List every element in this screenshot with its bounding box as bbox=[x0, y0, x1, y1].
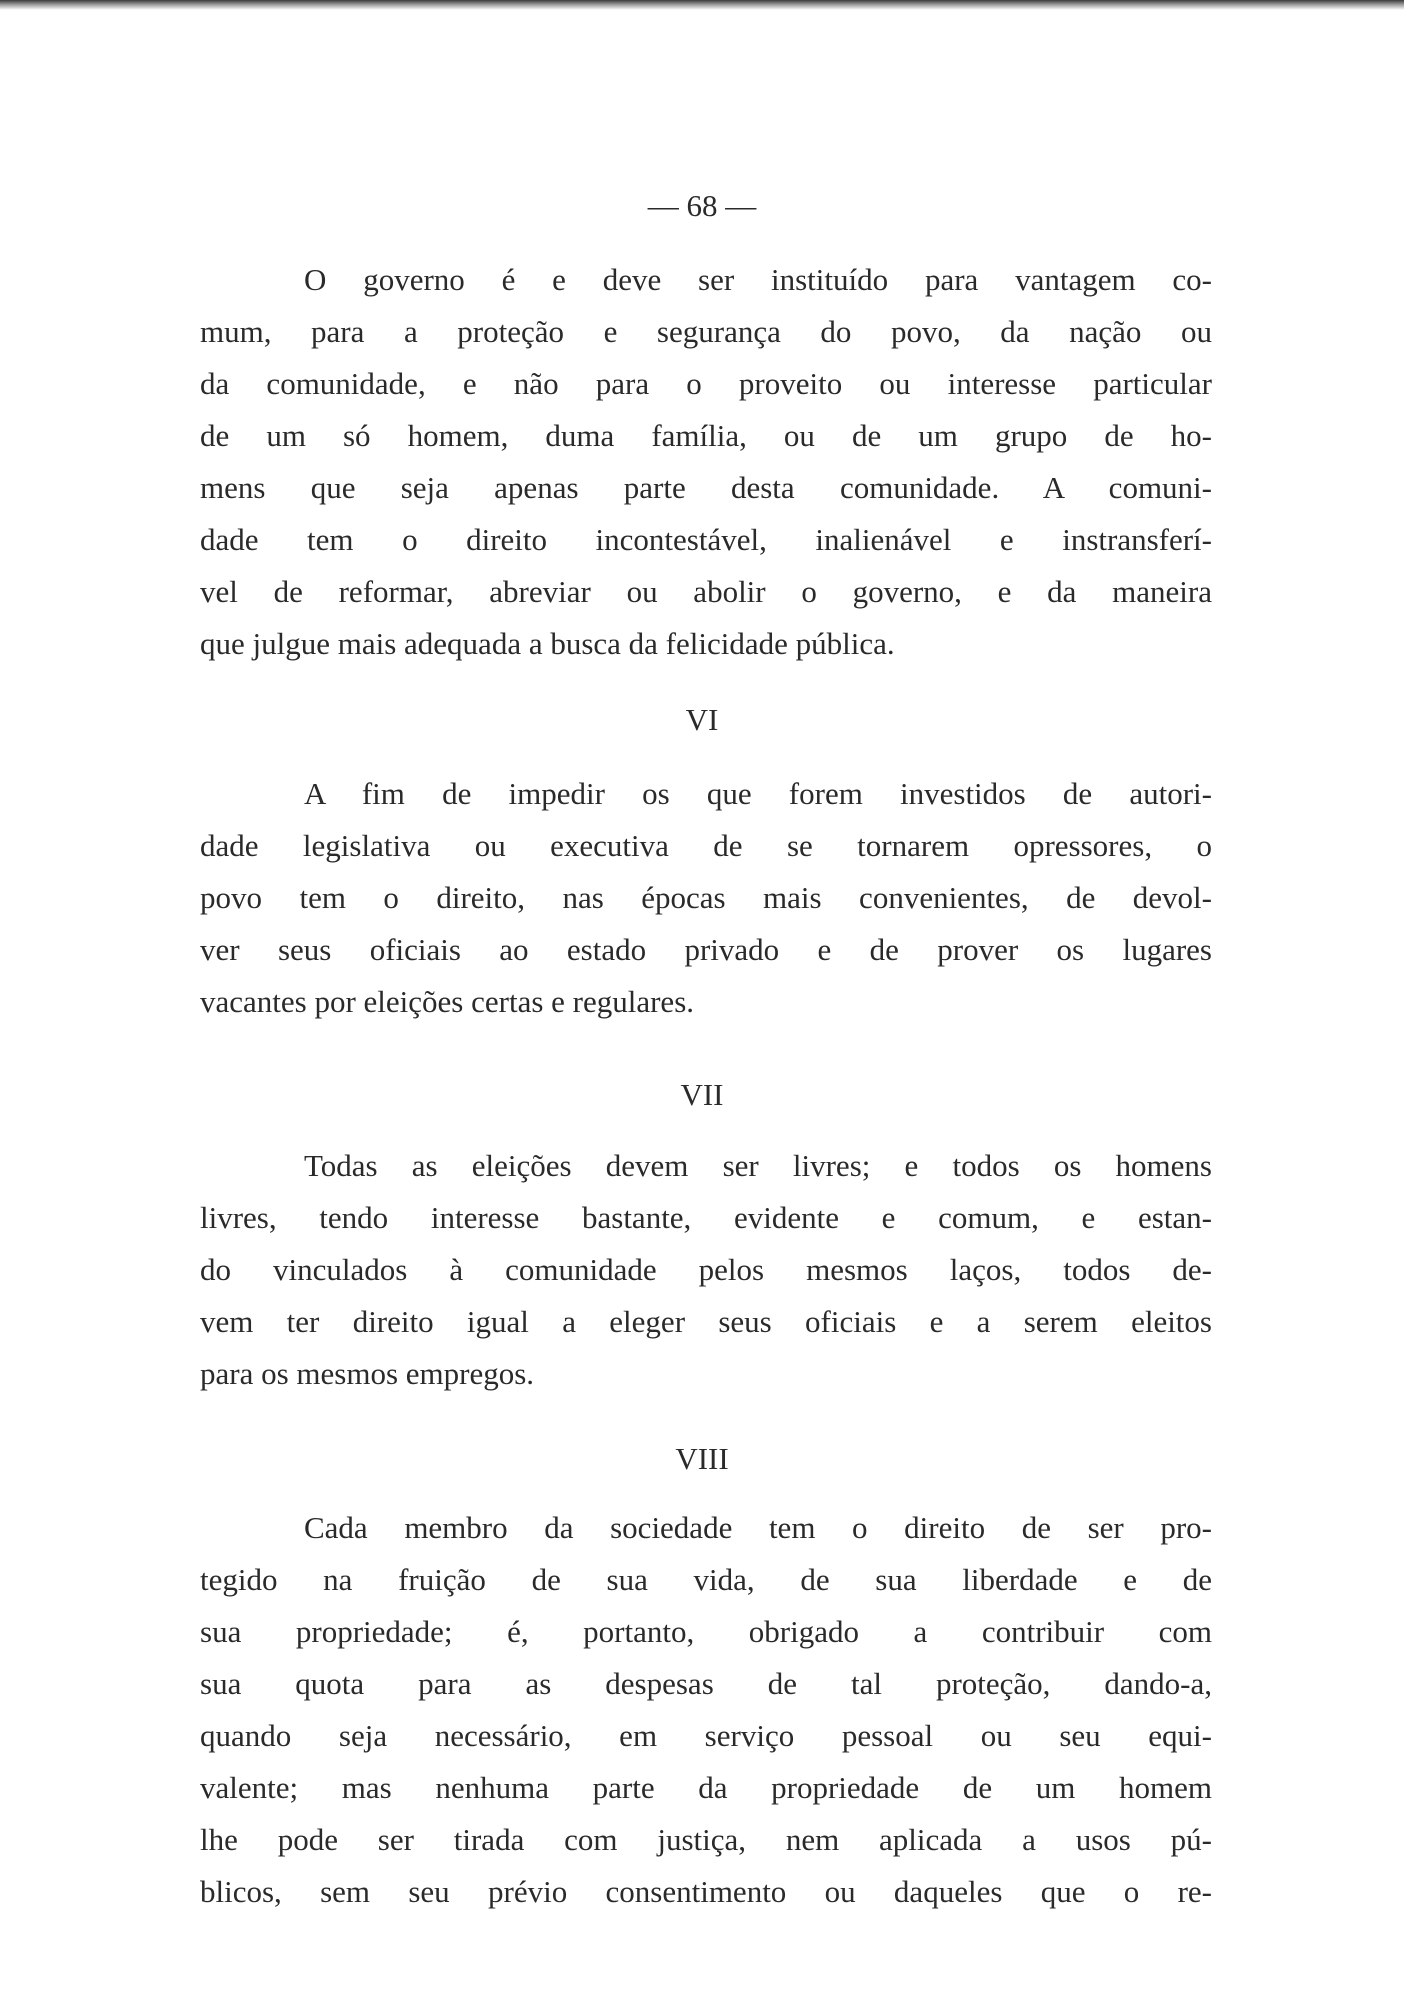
scan-top-edge bbox=[0, 0, 1404, 10]
text-line: quando seja necessário, em serviço pessoal ou seu equi- bbox=[200, 1718, 1212, 1753]
text-line: lhe pode ser tirada com justiça, nem aplicada a usos pú- bbox=[200, 1822, 1212, 1857]
text-line: sua propriedade; é, portanto, obrigado a contribuir com bbox=[200, 1614, 1212, 1649]
text-line: da comunidade, e não para o proveito ou interesse particular bbox=[200, 366, 1212, 401]
page-number: — 68 — bbox=[647, 188, 757, 223]
text-line: para os mesmos empregos. bbox=[200, 1356, 535, 1391]
text-line: do vinculados à comunidade pelos mesmos laços, todos de- bbox=[200, 1252, 1212, 1287]
paragraph-section-vi bbox=[200, 768, 1212, 1028]
text-line: que julgue mais adequada a busca da felicidade pública. bbox=[200, 626, 895, 661]
text-line: vacantes por eleições certas e regulares. bbox=[200, 984, 695, 1019]
section-heading-vi: VI bbox=[685, 702, 719, 737]
text-line: Todas as eleições devem ser livres; e todos os homens bbox=[304, 1148, 1212, 1183]
text-line: valente; mas nenhuma parte da propriedade de um homem bbox=[200, 1770, 1212, 1805]
text-line: A fim de impedir os que forem investidos de autori- bbox=[304, 776, 1212, 811]
paragraph-government bbox=[200, 254, 1212, 670]
section-heading-viii: VIII bbox=[675, 1441, 729, 1476]
text-line: ver seus oficiais ao estado privado e de prover os lugares bbox=[200, 932, 1212, 967]
text-line: dade legislativa ou executiva de se tornarem opressores, o bbox=[200, 828, 1212, 863]
text-line: O governo é e deve ser instituído para vantagem co- bbox=[304, 262, 1212, 297]
text-line: mum, para a proteção e segurança do povo, da nação ou bbox=[200, 314, 1212, 349]
section-heading-vii: VII bbox=[680, 1077, 724, 1112]
text-line: vel de reformar, abreviar ou abolir o governo, e da maneira bbox=[200, 574, 1212, 609]
text-line: mens que seja apenas parte desta comunidade. A comuni- bbox=[200, 470, 1212, 505]
text-line: tegido na fruição de sua vida, de sua liberdade e de bbox=[200, 1562, 1212, 1597]
text-line: dade tem o direito incontestável, inalienável e instransferí- bbox=[200, 522, 1212, 557]
text-line: povo tem o direito, nas épocas mais convenientes, de devol- bbox=[200, 880, 1212, 915]
text-line: blicos, sem seu prévio consentimento ou daqueles que o re- bbox=[200, 1874, 1212, 1909]
text-line: vem ter direito igual a eleger seus oficiais e a serem eleitos bbox=[200, 1304, 1212, 1339]
text-line: sua quota para as despesas de tal proteção, dando-a, bbox=[200, 1666, 1212, 1701]
text-line: de um só homem, duma família, ou de um grupo de ho- bbox=[200, 418, 1212, 453]
paragraph-section-viii bbox=[200, 1502, 1212, 1918]
text-line: livres, tendo interesse bastante, evidente e comum, e estan- bbox=[200, 1200, 1212, 1235]
paragraph-section-vii bbox=[200, 1140, 1212, 1400]
text-line: Cada membro da sociedade tem o direito de ser pro- bbox=[304, 1510, 1212, 1545]
